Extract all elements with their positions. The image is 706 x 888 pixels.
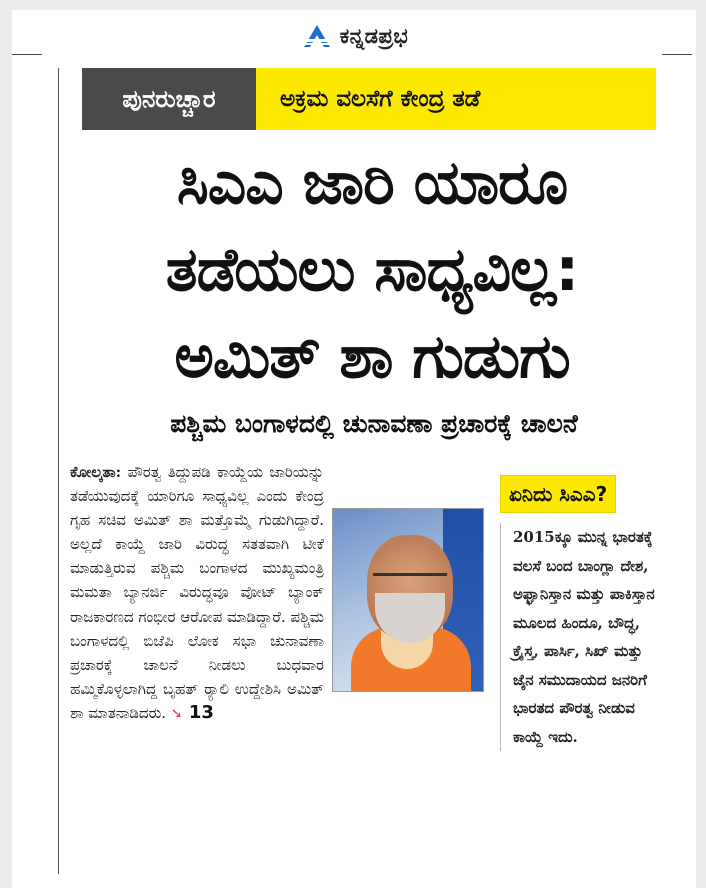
headline-line-2: ತಡೆಯಲು ಸಾಧ್ಯವಿಲ್ಲ: xyxy=(165,235,579,305)
arrow-down-right-icon: ➘ xyxy=(170,705,183,722)
amit-shah-photo xyxy=(332,508,484,692)
article-dateline: ಕೋಲ್ಕತಾ: xyxy=(70,463,122,481)
logo-text: ಕನ್ನಡಪ್ರಭ xyxy=(339,23,409,48)
subheadline: ಪಶ್ಚಿಮ ಬಂಗಾಳದಲ್ಲಿ ಚುನಾವಣಾ ಪ್ರಚಾರಕ್ಕೆ ಚಾಲನೆ xyxy=(170,409,578,438)
masthead xyxy=(12,16,696,56)
continued-page-number: 13 xyxy=(188,701,214,723)
article-text: ಪೌರತ್ವ ತಿದ್ದುಪಡಿ ಕಾಯ್ದೆಯ ಜಾರಿಯನ್ನು ತಡೆಯುವುದಕ್ಕೆ ಯಾರಿಗೂ ಸಾಧ್ಯವಿಲ್ಲ ಎಂದು ಕೇಂದ್ರ ಗೃಹ ಸಚಿವ ಅಮಿತ್ ಶಾ ಮತ್ತೊಮ್ಮೆ ಗುಡುಗಿದ್ದಾರೆ. ಅಲ್ಲದೆ ಕಾಯ್ದೆ ಜಾರಿ ವಿರುದ್ಧ ಸತತವಾಗಿ ಟೀಕೆ ಮಾಡುತ್ತಿರುವ ಪಶ್ಚಿಮ ಬಂಗಾಳದ ಮುಖ್ಯಮಂತ್ರಿ ಮಮತಾ ಬ್ಯಾನರ್ಜಿ ವಿರುದ್ಧವೂ ವೋಟ್ ಬ್ಯಾಂಕ್ ರಾಜಕಾರಣದ ಗಂಭೀರ ಆರೋಪ ಮಾಡಿದ್ದಾರೆ. ಪಶ್ಚಿಮ ಬಂಗಾಳದಲ್ಲಿ ಬಿಜೆಪಿ ಲೋಕ ಸಭಾ ಚುನಾವಣಾ ಪ್ರಚಾರಕ್ಕೆ ಚಾಲನೆ ನೀಡಲು ಬುಧವಾರ ಹಮ್ಮಿಕೊಳ್ಳಲಾಗಿದ್ದ ಬೃಹತ್ ರ್‍ಯಾಲಿ ಉದ್ದೇಶಿಸಿ ಅಮಿತ್ ಶಾ ಮಾತನಾಡಿದರು. xyxy=(70,463,324,722)
sidebar-text: 2015ಕ್ಕೂ ಮುನ್ನ ಭಾರತಕ್ಕೆ ವಲಸೆ ಬಂದ ಬಾಂಗ್ಲಾ ದೇಶ, ಅಫ್ಘಾನಿಸ್ತಾನ ಮತ್ತು ಪಾಕಿಸ್ತಾನ ಮೂಲದ ಹಿಂದೂ, ಬೌದ್ಧ, ಕ್ರೈಸ್ತ, ಪಾರ್ಸಿ, ಸಿಖ್ ಮತ್ತು ಜೈನ ಸಮುದಾಯದ ಜನರಿಗೆ ಭಾರತದ ಪೌರತ್ವ ನೀಡುವ ಕಾಯ್ದೆ ಇದು. xyxy=(500,523,666,751)
masthead-rule-left xyxy=(12,54,42,55)
headline-line-3: ಅಮಿತ್ ಶಾ ಗುಡುಗು xyxy=(174,322,570,392)
sidebar-title: ಏನಿದು ಸಿಎಎ? xyxy=(500,475,616,513)
topic-tag: ಅಕ್ರಮ ವಲಸೆಗೆ ಕೇಂದ್ರ ತಡೆ xyxy=(256,68,656,130)
continued-reference[interactable] xyxy=(171,702,214,723)
article-body xyxy=(70,460,484,726)
header-band xyxy=(82,68,656,130)
info-sidebar xyxy=(500,475,666,751)
masthead-rule-right xyxy=(662,54,692,55)
column-rule xyxy=(58,68,59,874)
newspaper-page xyxy=(12,10,696,888)
headline xyxy=(72,140,672,401)
headline-line-1: ಸಿಎಎ ಜಾರಿ ಯಾರೂ xyxy=(176,148,568,218)
section-tag: ಪುನರುಚ್ಚಾರ xyxy=(82,68,256,130)
triangle-logo-icon xyxy=(300,23,334,49)
